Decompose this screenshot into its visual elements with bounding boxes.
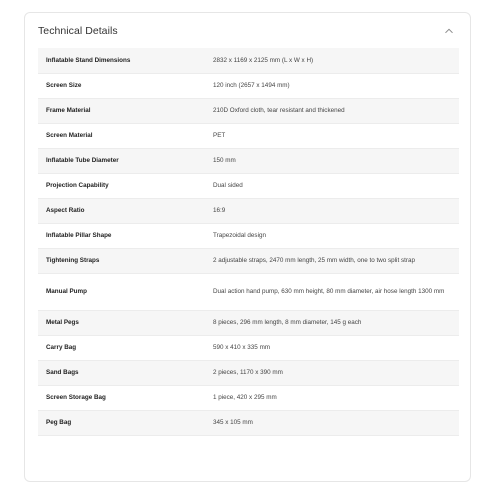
spec-key: Frame Material: [38, 98, 205, 123]
spec-value: 345 x 105 mm: [205, 410, 459, 435]
spec-key: Projection Capability: [38, 173, 205, 198]
spec-value: Trapezoidal design: [205, 223, 459, 248]
table-row: [38, 223, 459, 248]
spec-key: Screen Storage Bag: [38, 385, 205, 410]
table-row: [38, 410, 459, 435]
spec-value: 2 pieces, 1170 x 390 mm: [205, 360, 459, 385]
table-row: [38, 310, 459, 335]
spec-key: Tightening Straps: [38, 248, 205, 273]
spec-key: Peg Bag: [38, 410, 205, 435]
table-row: [38, 198, 459, 223]
spec-value: 2 adjustable straps, 2470 mm length, 25 mm width, one to two split strap: [205, 248, 459, 273]
spec-value: 150 mm: [205, 148, 459, 173]
section-title: Technical Details: [38, 25, 118, 37]
table-row: [38, 123, 459, 148]
spec-key: Sand Bags: [38, 360, 205, 385]
spec-key: Metal Pegs: [38, 310, 205, 335]
spec-key: Carry Bag: [38, 335, 205, 360]
spec-value: Dual action hand pump, 630 mm height, 80 mm diameter, air hose length 1300 mm: [205, 273, 459, 310]
spec-value: 16:9: [205, 198, 459, 223]
table-row: [38, 48, 459, 73]
section-header[interactable]: [25, 13, 470, 49]
spec-value: 8 pieces, 296 mm length, 8 mm diameter, 145 g each: [205, 310, 459, 335]
spec-key: Inflatable Stand Dimensions: [38, 48, 205, 73]
spec-key: Inflatable Tube Diameter: [38, 148, 205, 173]
spec-key: Screen Size: [38, 73, 205, 98]
spec-value: 1 piece, 420 x 295 mm: [205, 385, 459, 410]
table-row: [38, 98, 459, 123]
spec-value: 120 inch (2657 x 1494 mm): [205, 73, 459, 98]
spec-key: Inflatable Pillar Shape: [38, 223, 205, 248]
spec-value: 210D Oxford cloth, tear resistant and thickened: [205, 98, 459, 123]
table-row: [38, 73, 459, 98]
spec-value: Dual sided: [205, 173, 459, 198]
table-row: [38, 173, 459, 198]
table-row: [38, 148, 459, 173]
table-row: [38, 335, 459, 360]
spec-value: 590 x 410 x 335 mm: [205, 335, 459, 360]
spec-value: 2832 x 1169 x 2125 mm (L x W x H): [205, 48, 459, 73]
spec-key: Manual Pump: [38, 273, 205, 310]
table-row: [38, 360, 459, 385]
table-row: [38, 385, 459, 410]
spec-value: PET: [205, 123, 459, 148]
table-row: [38, 248, 459, 273]
chevron-up-icon[interactable]: [442, 24, 456, 38]
specs-table: [38, 48, 459, 436]
spec-key: Aspect Ratio: [38, 198, 205, 223]
table-row: [38, 273, 459, 310]
technical-details-panel: [24, 12, 471, 482]
spec-key: Screen Material: [38, 123, 205, 148]
